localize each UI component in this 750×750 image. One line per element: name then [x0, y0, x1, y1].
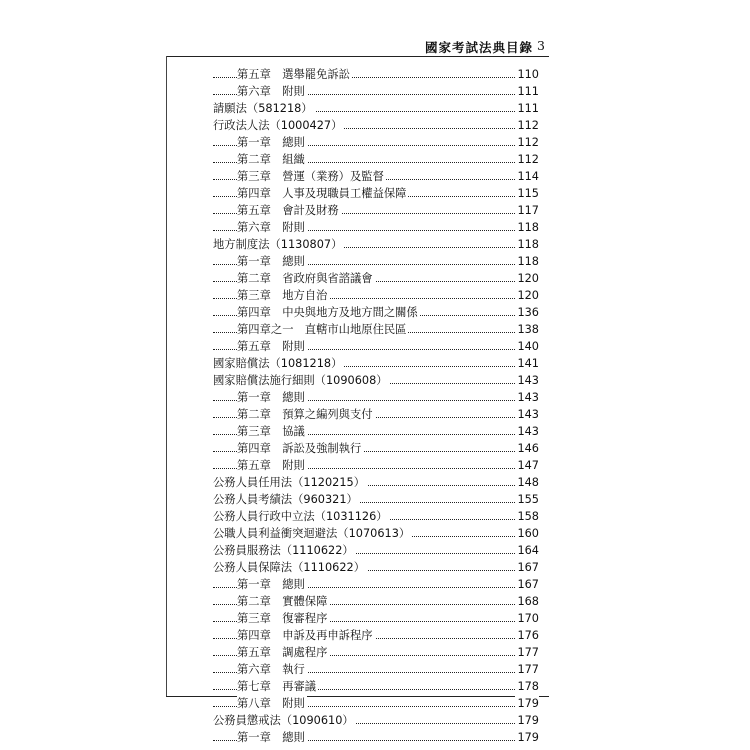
- toc-entry-page: 112: [517, 119, 539, 132]
- toc-entry-title: 公務人員任用法（1120215）: [213, 476, 365, 489]
- toc-entry-title: 第八章 附則: [237, 697, 305, 710]
- toc-entry-law: [0, 117, 750, 134]
- toc-entry-title: 公務員服務法（1110622）: [213, 544, 354, 557]
- toc-entry-title: 第五章 選舉罷免訴訟: [237, 68, 350, 81]
- toc-entry-title: 第一章 總則: [237, 578, 305, 591]
- toc-entry-title: 地方制度法（1130807）: [213, 238, 343, 251]
- toc-entry-page: 111: [517, 85, 539, 98]
- toc-entry-title: 第一章 總則: [237, 391, 305, 404]
- toc-entry-title: 行政法人法（1000427）: [213, 119, 343, 132]
- toc-entry-title: 公職人員利益衝突迴避法（1070613）: [213, 527, 411, 540]
- toc-entry-page: 179: [517, 731, 539, 744]
- toc-entry-page: 120: [517, 289, 539, 302]
- toc-entry-page: 164: [517, 544, 539, 557]
- toc-entry-title: 第五章 調處程序: [237, 646, 328, 659]
- toc-entry-page: 112: [517, 136, 539, 149]
- table-of-contents: [0, 66, 750, 746]
- toc-entry-title: 第六章 附則: [237, 85, 305, 98]
- toc-entry-page: 168: [517, 595, 539, 608]
- toc-entry-page: 136: [517, 306, 539, 319]
- toc-entry-page: 143: [517, 425, 539, 438]
- toc-entry-page: 158: [517, 510, 539, 523]
- toc-entry-page: 146: [517, 442, 539, 455]
- toc-entry-chapter: [0, 678, 750, 695]
- toc-entry-page: 138: [517, 323, 539, 336]
- toc-entry-page: 179: [517, 714, 539, 727]
- toc-entry-chapter: [0, 304, 750, 321]
- toc-entry-page: 178: [517, 680, 539, 693]
- toc-entry-page: 143: [517, 408, 539, 421]
- toc-entry-title: 第一章 總則: [237, 136, 305, 149]
- toc-entry-law: [0, 559, 750, 576]
- toc-entry-page: 160: [517, 527, 539, 540]
- toc-entry-page: 179: [517, 697, 539, 710]
- toc-entry-page: 167: [517, 578, 539, 591]
- toc-entry-page: 148: [517, 476, 539, 489]
- toc-entry-chapter: [0, 202, 750, 219]
- toc-entry-chapter: [0, 440, 750, 457]
- toc-entry-law: [0, 100, 750, 117]
- toc-entry-title: 第七章 再審議: [237, 680, 317, 693]
- toc-entry-page: 141: [517, 357, 539, 370]
- toc-entry-title: 第五章 附則: [237, 459, 305, 472]
- toc-entry-chapter: [0, 338, 750, 355]
- toc-entry-title: 公務人員考績法（960321）: [213, 493, 358, 506]
- toc-entry-chapter: [0, 695, 750, 712]
- toc-entry-chapter: [0, 610, 750, 627]
- toc-entry-title: 第四章之一 直轄市山地原住民區: [237, 323, 407, 336]
- toc-entry-title: 第二章 組織: [237, 153, 305, 166]
- toc-entry-page: 112: [517, 153, 539, 166]
- toc-entry-chapter: [0, 406, 750, 423]
- toc-entry-chapter: [0, 729, 750, 746]
- toc-entry-page: 167: [517, 561, 539, 574]
- toc-entry-page: 117: [517, 204, 539, 217]
- toc-entry-page: 143: [517, 391, 539, 404]
- toc-entry-law: [0, 372, 750, 389]
- toc-entry-chapter: [0, 389, 750, 406]
- toc-entry-title: 公務人員行政中立法（1031126）: [213, 510, 388, 523]
- toc-entry-page: 118: [517, 255, 539, 268]
- toc-entry-page: 177: [517, 663, 539, 676]
- toc-entry-law: [0, 525, 750, 542]
- toc-entry-page: 118: [517, 238, 539, 251]
- toc-entry-title: 第四章 中央與地方及地方間之關係: [237, 306, 418, 319]
- toc-entry-chapter: [0, 321, 750, 338]
- toc-entry-title: 第四章 訴訟及強制執行: [237, 442, 362, 455]
- toc-entry-law: [0, 542, 750, 559]
- toc-entry-page: 110: [517, 68, 539, 81]
- toc-entry-chapter: [0, 593, 750, 610]
- toc-entry-chapter: [0, 219, 750, 236]
- toc-entry-title: 第二章 實體保障: [237, 595, 328, 608]
- toc-entry-title: 第二章 省政府與省諮議會: [237, 272, 373, 285]
- toc-entry-title: 第五章 會計及財務: [237, 204, 339, 217]
- toc-entry-title: 第四章 人事及現職員工權益保障: [237, 187, 407, 200]
- toc-entry-chapter: [0, 576, 750, 593]
- toc-entry-page: 143: [517, 374, 539, 387]
- toc-entry-chapter: [0, 134, 750, 151]
- toc-entry-chapter: [0, 270, 750, 287]
- toc-entry-chapter: [0, 287, 750, 304]
- toc-entry-title: 國家賠償法施行細則（1090608）: [213, 374, 388, 387]
- toc-entry-title: 請願法（581218）: [213, 102, 313, 115]
- toc-entry-title: 第三章 協議: [237, 425, 305, 438]
- toc-entry-chapter: [0, 151, 750, 168]
- toc-entry-law: [0, 355, 750, 372]
- toc-entry-page: 114: [517, 170, 539, 183]
- toc-entry-law: [0, 712, 750, 729]
- toc-entry-title: 第三章 地方自治: [237, 289, 328, 302]
- toc-entry-page: 118: [517, 221, 539, 234]
- toc-entry-title: 公務人員保障法（1110622）: [213, 561, 365, 574]
- toc-entry-title: 第一章 總則: [237, 731, 305, 744]
- page-header: [425, 38, 545, 54]
- toc-entry-chapter: [0, 627, 750, 644]
- toc-entry-page: 120: [517, 272, 539, 285]
- toc-entry-title: 第四章 申訴及再申訴程序: [237, 629, 373, 642]
- toc-entry-chapter: [0, 253, 750, 270]
- toc-entry-chapter: [0, 168, 750, 185]
- toc-entry-page: 176: [517, 629, 539, 642]
- toc-entry-law: [0, 236, 750, 253]
- toc-entry-title: 第二章 預算之編列與支付: [237, 408, 373, 421]
- toc-entry-title: 第六章 執行: [237, 663, 305, 676]
- toc-entry-page: 115: [517, 187, 539, 200]
- toc-entry-law: [0, 491, 750, 508]
- page-number: 3: [537, 38, 545, 53]
- toc-entry-chapter: [0, 423, 750, 440]
- header-rule: [166, 56, 549, 57]
- toc-entry-title: 第三章 復審程序: [237, 612, 328, 625]
- header-title: 國家考試法典目錄: [425, 40, 534, 55]
- toc-entry-page: 111: [517, 102, 539, 115]
- toc-entry-chapter: [0, 661, 750, 678]
- toc-entry-page: 155: [517, 493, 539, 506]
- toc-entry-title: 第一章 總則: [237, 255, 305, 268]
- toc-entry-title: 第三章 營運（業務）及監督: [237, 170, 384, 183]
- toc-entry-page: 177: [517, 646, 539, 659]
- toc-entry-page: 147: [517, 459, 539, 472]
- toc-entry-chapter: [0, 66, 750, 83]
- toc-entry-law: [0, 508, 750, 525]
- toc-entry-law: [0, 474, 750, 491]
- toc-entry-title: 國家賠償法（1081218）: [213, 357, 343, 370]
- toc-entry-page: 140: [517, 340, 539, 353]
- toc-entry-chapter: [0, 185, 750, 202]
- toc-entry-page: 170: [517, 612, 539, 625]
- toc-entry-chapter: [0, 457, 750, 474]
- toc-entry-title: 第五章 附則: [237, 340, 305, 353]
- toc-entry-chapter: [0, 644, 750, 661]
- toc-entry-title: 公務員懲戒法（1090610）: [213, 714, 354, 727]
- toc-entry-title: 第六章 附則: [237, 221, 305, 234]
- toc-entry-chapter: [0, 83, 750, 100]
